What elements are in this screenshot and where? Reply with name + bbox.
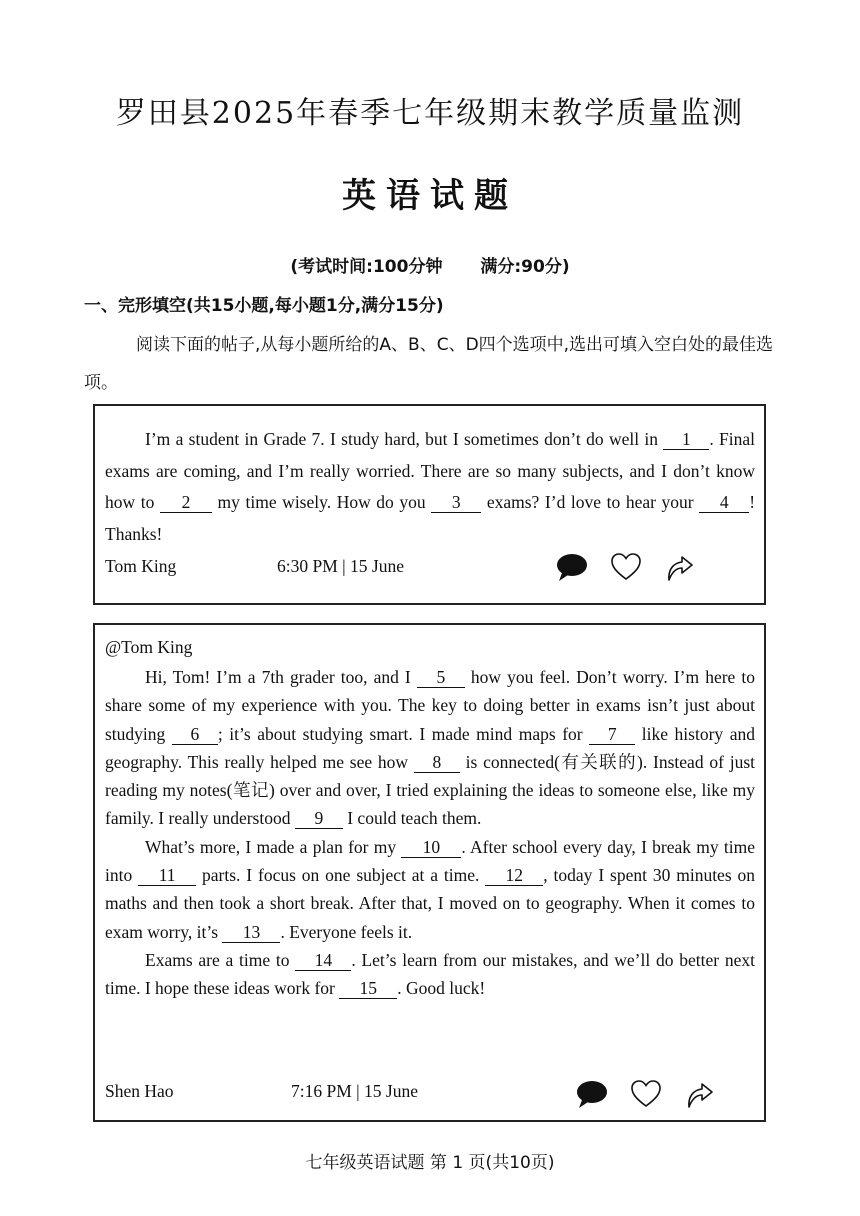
blank-1: 1 (663, 429, 709, 450)
post-text: . Let’s learn from our mistakes, and we’ll do better next time. I hope these ideas work for (105, 949, 755, 999)
paragraph-1 (105, 663, 755, 833)
blank-7: 7 (589, 724, 635, 745)
post-text: exams? I’d love to hear your (486, 492, 694, 512)
subject-title: 英语试题 (342, 176, 518, 216)
post-text: . After school every day, I break my time into (105, 836, 755, 886)
paragraph-3 (105, 946, 755, 1003)
post-body (105, 424, 755, 550)
post-text: Exams are a time to (145, 949, 290, 970)
post-actions (555, 552, 697, 582)
blank-13: 13 (222, 922, 280, 943)
post-text: ! Thanks! (105, 492, 756, 544)
post-text: I could teach them. (347, 808, 482, 829)
comment-icon[interactable] (575, 1079, 609, 1109)
page-number: 七年级英语试题 第 1 页(共10页) (305, 1153, 555, 1173)
exam-meta (0, 252, 860, 277)
post-text: like history and geography. This really helped me see how (105, 723, 755, 772)
full-score: 满分:90分) (480, 257, 570, 277)
blank-9: 9 (295, 808, 343, 829)
section-instruction: 阅读下面的帖子,从每小题所给的A、B、C、D四个选项中,选出可填入空白处的最佳选项。 (84, 335, 774, 393)
exam-title: 罗田县2025年春季七年级期末教学质量监测 (115, 96, 745, 131)
share-icon[interactable] (663, 552, 697, 582)
post-text: ; it’s about studying smart. I made mind maps for (217, 723, 583, 744)
post-text: is connected(有关联的). Instead of just reading my notes(笔记) over and over, I tried explaining the ideas to someone else, like my family. I really understood (105, 751, 756, 829)
reply-mention: @Tom King (105, 637, 193, 657)
post-body (105, 663, 755, 1003)
blank-2: 2 (160, 492, 212, 513)
comment-icon[interactable] (555, 552, 589, 582)
post-tom-king (93, 404, 766, 605)
blank-11: 11 (138, 865, 196, 886)
post-text: my time wisely. How do you (217, 492, 426, 512)
post-text: . Good luck! (397, 978, 486, 999)
post-text: . Everyone feels it. (280, 921, 413, 942)
post-shen-hao (93, 623, 766, 1122)
heart-icon[interactable] (629, 1079, 663, 1109)
post-author: Shen Hao (105, 1081, 174, 1101)
blank-5: 5 (417, 667, 465, 688)
blank-4: 4 (699, 492, 749, 513)
post-text: What’s more, I made a plan for my (145, 836, 397, 857)
paragraph-2 (105, 833, 755, 946)
exam-time: (考试时间:100分钟 (290, 257, 443, 277)
post-actions (575, 1079, 717, 1109)
post-text: , today I spent 30 minutes on maths and then took a short break. After that, I moved on to geography. When it comes to exam worry, it’s (105, 865, 756, 942)
post-text: Hi, Tom! I’m a 7th grader too, and I (145, 667, 411, 687)
post-author: Tom King (105, 556, 177, 576)
post-timestamp: 6:30 PM | 15 June (277, 556, 404, 576)
blank-3: 3 (431, 492, 481, 513)
post-text: I’m a student in Grade 7. I study hard, but I sometimes don’t do well in (145, 429, 658, 449)
heart-icon[interactable] (609, 552, 643, 582)
blank-14: 14 (295, 950, 351, 971)
section-heading: 一、完形填空(共15小题,每小题1分,满分15分) (84, 296, 444, 316)
share-icon[interactable] (683, 1079, 717, 1109)
blank-15: 15 (339, 978, 397, 999)
blank-8: 8 (414, 752, 460, 773)
post-text: parts. I focus on one subject at a time. (202, 865, 480, 886)
post-timestamp: 7:16 PM | 15 June (291, 1081, 418, 1101)
blank-12: 12 (485, 865, 543, 886)
blank-6: 6 (172, 724, 218, 745)
blank-10: 10 (401, 837, 461, 858)
post-text: how you feel. Don’t worry. I’m here to share some of my experience with you. The key to doing better in exams isn’t just about studying (105, 667, 755, 744)
post-text: . Final exams are coming, and I’m really worried. There are so many subjects, and I don’t know how to (105, 429, 755, 512)
